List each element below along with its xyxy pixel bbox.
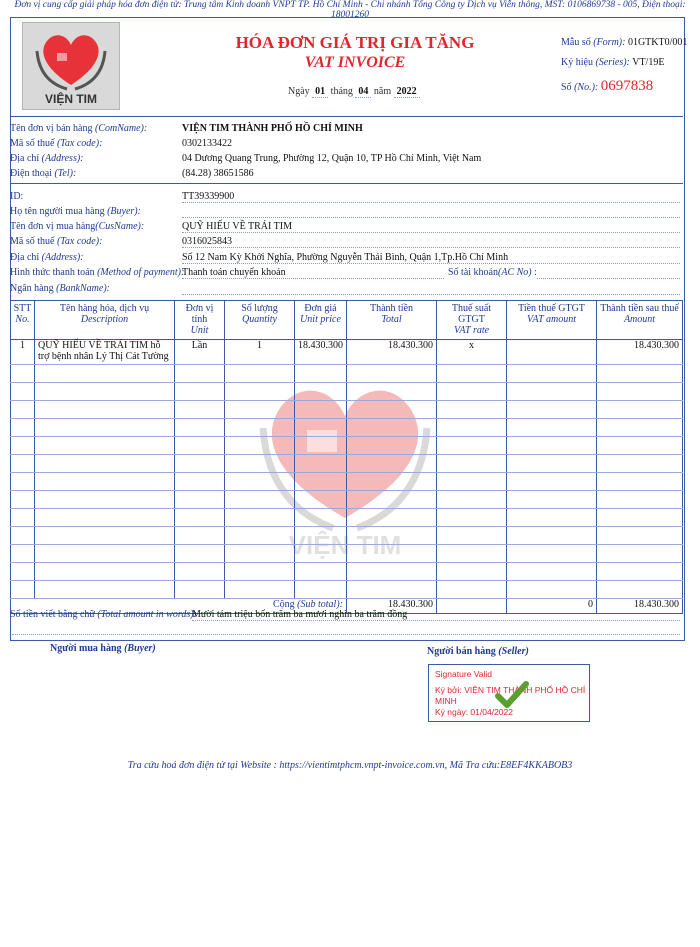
heart-logo-icon xyxy=(23,23,119,109)
empty-cell xyxy=(225,563,295,581)
column-header xyxy=(175,301,225,340)
empty-cell xyxy=(437,581,507,599)
empty-cell xyxy=(175,383,225,401)
subtotal-amount: 18.430.300 xyxy=(597,599,683,614)
payment-method: Thanh toán chuyển khoản xyxy=(182,267,444,279)
empty-cell xyxy=(347,455,437,473)
table-row-empty xyxy=(11,383,683,401)
empty-cell xyxy=(175,545,225,563)
series-label-en: (Series): xyxy=(595,57,630,68)
empty-cell xyxy=(225,455,295,473)
empty-cell xyxy=(437,365,507,383)
empty-cell xyxy=(597,383,683,401)
checkmark-icon xyxy=(495,681,529,709)
empty-cell xyxy=(11,383,35,401)
empty-cell xyxy=(437,419,507,437)
empty-cell xyxy=(175,365,225,383)
empty-cell xyxy=(347,527,437,545)
empty-cell xyxy=(295,581,347,599)
series-number xyxy=(561,57,664,68)
table-row-empty xyxy=(11,545,683,563)
empty-cell xyxy=(597,473,683,491)
empty-cell xyxy=(175,401,225,419)
table-row-empty xyxy=(11,491,683,509)
empty-cell xyxy=(11,581,35,599)
buyer-person xyxy=(182,206,680,218)
empty-cell xyxy=(597,455,683,473)
empty-cell xyxy=(437,401,507,419)
empty-cell xyxy=(507,401,597,419)
empty-cell xyxy=(347,365,437,383)
day-label: Ngày xyxy=(288,86,310,97)
empty-cell xyxy=(225,419,295,437)
empty-cell xyxy=(175,491,225,509)
empty-cell xyxy=(35,527,175,545)
empty-cell xyxy=(11,365,35,383)
seller-divider xyxy=(10,183,683,184)
invoice-title-en: VAT INVOICE xyxy=(304,54,406,71)
amount-in-words-label: Số tiền viết bằng chữ (Total amount in words): xyxy=(10,609,197,620)
empty-cell xyxy=(597,581,683,599)
form-number xyxy=(561,37,687,48)
empty-cell xyxy=(175,563,225,581)
invoice-title-vn: HÓA ĐƠN GIÁ TRỊ GIA TĂNG xyxy=(235,33,475,52)
empty-cell xyxy=(225,383,295,401)
column-header xyxy=(437,301,507,340)
empty-cell xyxy=(437,563,507,581)
empty-cell xyxy=(175,419,225,437)
empty-cell xyxy=(225,365,295,383)
account-no-label: Số tài khoản(AC No) : xyxy=(448,267,537,278)
cell-total: 18.430.300 xyxy=(347,340,437,365)
column-header-en: Unit price xyxy=(300,314,341,325)
seller-tax: 0302133422 xyxy=(182,138,232,149)
empty-cell xyxy=(295,491,347,509)
empty-cell xyxy=(225,473,295,491)
bank-name-label: Ngân hàng (BankName): xyxy=(10,283,110,294)
logo-text: VIỆN TIM xyxy=(44,92,98,106)
empty-cell xyxy=(225,437,295,455)
column-header-vn: Số lượng xyxy=(241,303,278,314)
seller-tax-label: Mã số thuế (Tax code): xyxy=(10,138,103,149)
empty-cell xyxy=(347,437,437,455)
series-label: Ký hiệu xyxy=(561,57,593,68)
table-row-empty xyxy=(11,473,683,491)
invoice-number xyxy=(561,78,653,95)
column-header-vn: STT xyxy=(13,303,32,314)
account-no xyxy=(537,267,680,279)
payment-method-label: Hình thức thanh toán (Method of payment): xyxy=(10,267,185,278)
empty-cell xyxy=(507,419,597,437)
empty-cell xyxy=(11,419,35,437)
table-row-empty xyxy=(11,563,683,581)
series-value: VT/19E xyxy=(632,57,665,68)
table-row-empty xyxy=(11,437,683,455)
empty-cell xyxy=(35,563,175,581)
seller-name: VIỆN TIM THÀNH PHỐ HỒ CHÍ MINH xyxy=(182,123,363,134)
seller-address: 04 Dương Quang Trung, Phường 12, Quận 10, TP Hồ Chí Minh, Việt Nam xyxy=(182,153,482,164)
empty-cell xyxy=(507,383,597,401)
column-header-vn: Đơn giá xyxy=(304,303,337,314)
seller-name-label: Tên đơn vị bán hàng (ComName): xyxy=(10,123,148,134)
signature-status: Signature Valid xyxy=(435,669,493,679)
empty-cell xyxy=(11,563,35,581)
subtotal-vat-amount: 0 xyxy=(507,599,597,614)
empty-cell xyxy=(597,545,683,563)
empty-cell xyxy=(597,437,683,455)
empty-cell xyxy=(11,473,35,491)
buyer-address: Số 12 Nam Kỳ Khởi Nghĩa, Phường Nguyễn Thái Bình, Quận 1,Tp.Hồ Chí Minh xyxy=(182,252,680,264)
empty-cell xyxy=(507,473,597,491)
empty-cell xyxy=(597,509,683,527)
digital-signature-box xyxy=(428,664,590,722)
empty-cell xyxy=(347,581,437,599)
empty-cell xyxy=(347,563,437,581)
empty-cell xyxy=(295,365,347,383)
empty-cell xyxy=(35,383,175,401)
table-row-empty xyxy=(11,527,683,545)
header-divider xyxy=(10,116,683,117)
empty-cell xyxy=(507,437,597,455)
cell-price: 18.430.300 xyxy=(295,340,347,365)
table-row-empty xyxy=(11,419,683,437)
cell-stt: 1 xyxy=(11,340,35,365)
empty-cell xyxy=(295,473,347,491)
empty-cell xyxy=(437,545,507,563)
column-header xyxy=(507,301,597,340)
empty-cell xyxy=(507,563,597,581)
empty-cell xyxy=(295,509,347,527)
empty-cell xyxy=(175,455,225,473)
empty-cell xyxy=(35,365,175,383)
empty-cell xyxy=(35,509,175,527)
table-row-empty xyxy=(11,509,683,527)
column-header-en: Quantity xyxy=(242,314,277,325)
empty-cell xyxy=(35,437,175,455)
empty-cell xyxy=(347,509,437,527)
seller-tel-label: Điện thoại (Tel): xyxy=(10,168,77,179)
buyer-cusname: QUỸ HIẾU VỀ TRÁI TIM xyxy=(182,221,680,233)
buyer-id: TT39339900 xyxy=(182,191,680,203)
empty-cell xyxy=(225,509,295,527)
empty-cell xyxy=(437,455,507,473)
empty-cell xyxy=(507,581,597,599)
cell-vat-rate: x xyxy=(437,340,507,365)
empty-cell xyxy=(35,419,175,437)
buyer-cusname-label: Tên đơn vị mua hàng(CusName): xyxy=(10,221,145,232)
empty-cell xyxy=(11,545,35,563)
table-row xyxy=(11,340,683,365)
subtotal-total: 18.430.300 xyxy=(347,599,437,614)
empty-cell xyxy=(295,527,347,545)
cell-desc: QUỸ HIẾU VỀ TRÁI TIM hỗ trợ bệnh nhân Lý Thị Cát Tường xyxy=(35,340,175,365)
empty-cell xyxy=(295,383,347,401)
signature-signed-by: Ký bởi: VIỆN TIM THÀNH PHỐ HỒ CHÍ MINH xyxy=(435,685,586,706)
lookup-info: Tra cứu hoá đơn điện tử tại Website : https://vientimtphcm.vnpt-invoice.com.vn, Mã Tra cứu:E8EF4KKABOB3 xyxy=(127,760,573,771)
cell-vat-amount xyxy=(507,340,597,365)
empty-cell xyxy=(507,545,597,563)
empty-cell xyxy=(35,455,175,473)
table-row-empty xyxy=(11,401,683,419)
empty-cell xyxy=(35,473,175,491)
column-header xyxy=(11,301,35,340)
empty-cell xyxy=(597,401,683,419)
empty-cell xyxy=(295,455,347,473)
seller-address-label: Địa chỉ (Address): xyxy=(10,153,84,164)
empty-cell xyxy=(11,509,35,527)
empty-cell xyxy=(347,419,437,437)
column-header-en: No. xyxy=(15,314,30,325)
subtotal-label: Cộng (Sub total): xyxy=(11,599,347,614)
signature-date: Ký ngày: 01/04/2022 xyxy=(435,707,513,717)
empty-cell xyxy=(507,509,597,527)
buyer-person-label: Họ tên người mua hàng (Buyer): xyxy=(10,206,141,217)
empty-cell xyxy=(11,437,35,455)
column-header-vn: Đơn vị tính xyxy=(185,303,214,325)
empty-cell xyxy=(225,527,295,545)
empty-cell xyxy=(175,473,225,491)
empty-cell xyxy=(35,581,175,599)
column-header-vn: Tên hàng hóa, dịch vụ xyxy=(59,303,150,314)
invoice-date xyxy=(288,86,420,98)
buyer-sign-label: Người mua hàng (Buyer) xyxy=(50,643,156,654)
empty-cell xyxy=(11,455,35,473)
column-header-en: VAT rate xyxy=(453,325,490,336)
empty-cell xyxy=(225,545,295,563)
column-header-vn: Thành tiền sau thuế xyxy=(600,303,679,314)
number-label: Số xyxy=(561,82,572,93)
cell-unit: Lần xyxy=(175,340,225,365)
empty-cell xyxy=(437,437,507,455)
table-row-empty xyxy=(11,455,683,473)
seller-tel: (84.28) 38651586 xyxy=(182,168,254,179)
empty-cell xyxy=(507,455,597,473)
form-value: 01GTKT0/001 xyxy=(627,37,688,48)
provider-line: Đơn vị cung cấp giải pháp hóa đơn điện tử: Trung tâm Kinh doanh VNPT TP. Hồ Chí Minh - Chi nhánh Tổng Công ty Dịch vụ Viễn thông, MST: 0106869738 - 005, Điện thoại: 18001260 xyxy=(14,0,686,20)
empty-cell xyxy=(295,437,347,455)
empty-cell xyxy=(35,491,175,509)
empty-cell xyxy=(225,491,295,509)
column-header-en: Description xyxy=(80,314,129,325)
empty-cell xyxy=(295,401,347,419)
buyer-tax: 0316025843 xyxy=(182,236,680,248)
buyer-address-label: Địa chỉ (Address): xyxy=(10,252,84,263)
year-value: 2022 xyxy=(394,86,420,98)
empty-cell xyxy=(597,563,683,581)
month-value: 04 xyxy=(355,86,371,98)
column-header xyxy=(597,301,683,340)
empty-cell xyxy=(175,527,225,545)
empty-cell xyxy=(437,491,507,509)
watermark-text: VIỆN TIM xyxy=(288,530,402,560)
cell-amount: 18.430.300 xyxy=(597,340,683,365)
column-header xyxy=(295,301,347,340)
table-row-empty xyxy=(11,581,683,599)
column-header-en: Unit xyxy=(190,325,209,336)
empty-cell xyxy=(175,437,225,455)
words-continuation-line xyxy=(12,634,680,635)
empty-cell xyxy=(597,365,683,383)
bank-name xyxy=(182,283,680,295)
empty-cell xyxy=(35,545,175,563)
empty-cell xyxy=(597,527,683,545)
logo xyxy=(22,22,120,110)
column-header xyxy=(347,301,437,340)
day-value: 01 xyxy=(312,86,328,98)
empty-cell xyxy=(507,365,597,383)
buyer-id-label: ID: xyxy=(10,191,24,202)
column-header-vn: Thuế suất GTGT xyxy=(451,303,492,325)
items-table xyxy=(10,300,683,614)
empty-cell xyxy=(35,401,175,419)
empty-cell xyxy=(597,491,683,509)
empty-cell xyxy=(437,509,507,527)
seller-sign-label: Người bán hàng (Seller) xyxy=(427,646,529,657)
number-value: 0697838 xyxy=(600,78,654,94)
buyer-tax-label: Mã số thuế (Tax code): xyxy=(10,236,103,247)
empty-cell xyxy=(295,419,347,437)
empty-cell xyxy=(597,419,683,437)
empty-cell xyxy=(295,563,347,581)
empty-cell xyxy=(347,545,437,563)
form-label: Mẫu số xyxy=(561,37,591,48)
column-header-vn: Tiền thuế GTGT xyxy=(518,303,585,314)
column-header-vn: Thành tiền xyxy=(369,303,414,314)
empty-cell xyxy=(437,383,507,401)
empty-cell xyxy=(175,581,225,599)
column-header xyxy=(35,301,175,340)
table-header-row xyxy=(11,301,683,340)
empty-cell xyxy=(225,581,295,599)
month-label: tháng xyxy=(330,86,353,97)
empty-cell xyxy=(437,527,507,545)
empty-cell xyxy=(11,401,35,419)
empty-cell xyxy=(437,473,507,491)
year-label: năm xyxy=(373,86,392,97)
form-label-en: (Form): xyxy=(593,37,626,48)
empty-cell xyxy=(295,545,347,563)
empty-cell xyxy=(11,527,35,545)
amount-in-words: Mười tám triệu bốn trăm ba mươi nghìn ba trăm đồng xyxy=(192,609,680,621)
empty-cell xyxy=(347,401,437,419)
empty-cell xyxy=(225,401,295,419)
column-header xyxy=(225,301,295,340)
empty-cell xyxy=(175,509,225,527)
cell-qty: 1 xyxy=(225,340,295,365)
empty-cell xyxy=(11,491,35,509)
empty-cell xyxy=(347,491,437,509)
column-header-en: Total xyxy=(381,314,402,325)
empty-cell xyxy=(507,491,597,509)
table-row-empty xyxy=(11,365,683,383)
column-header-en: VAT amount xyxy=(527,314,576,325)
number-label-en: (No.): xyxy=(574,82,599,93)
empty-cell xyxy=(507,527,597,545)
column-header-en: Amount xyxy=(623,314,656,325)
empty-cell xyxy=(347,383,437,401)
empty-cell xyxy=(347,473,437,491)
